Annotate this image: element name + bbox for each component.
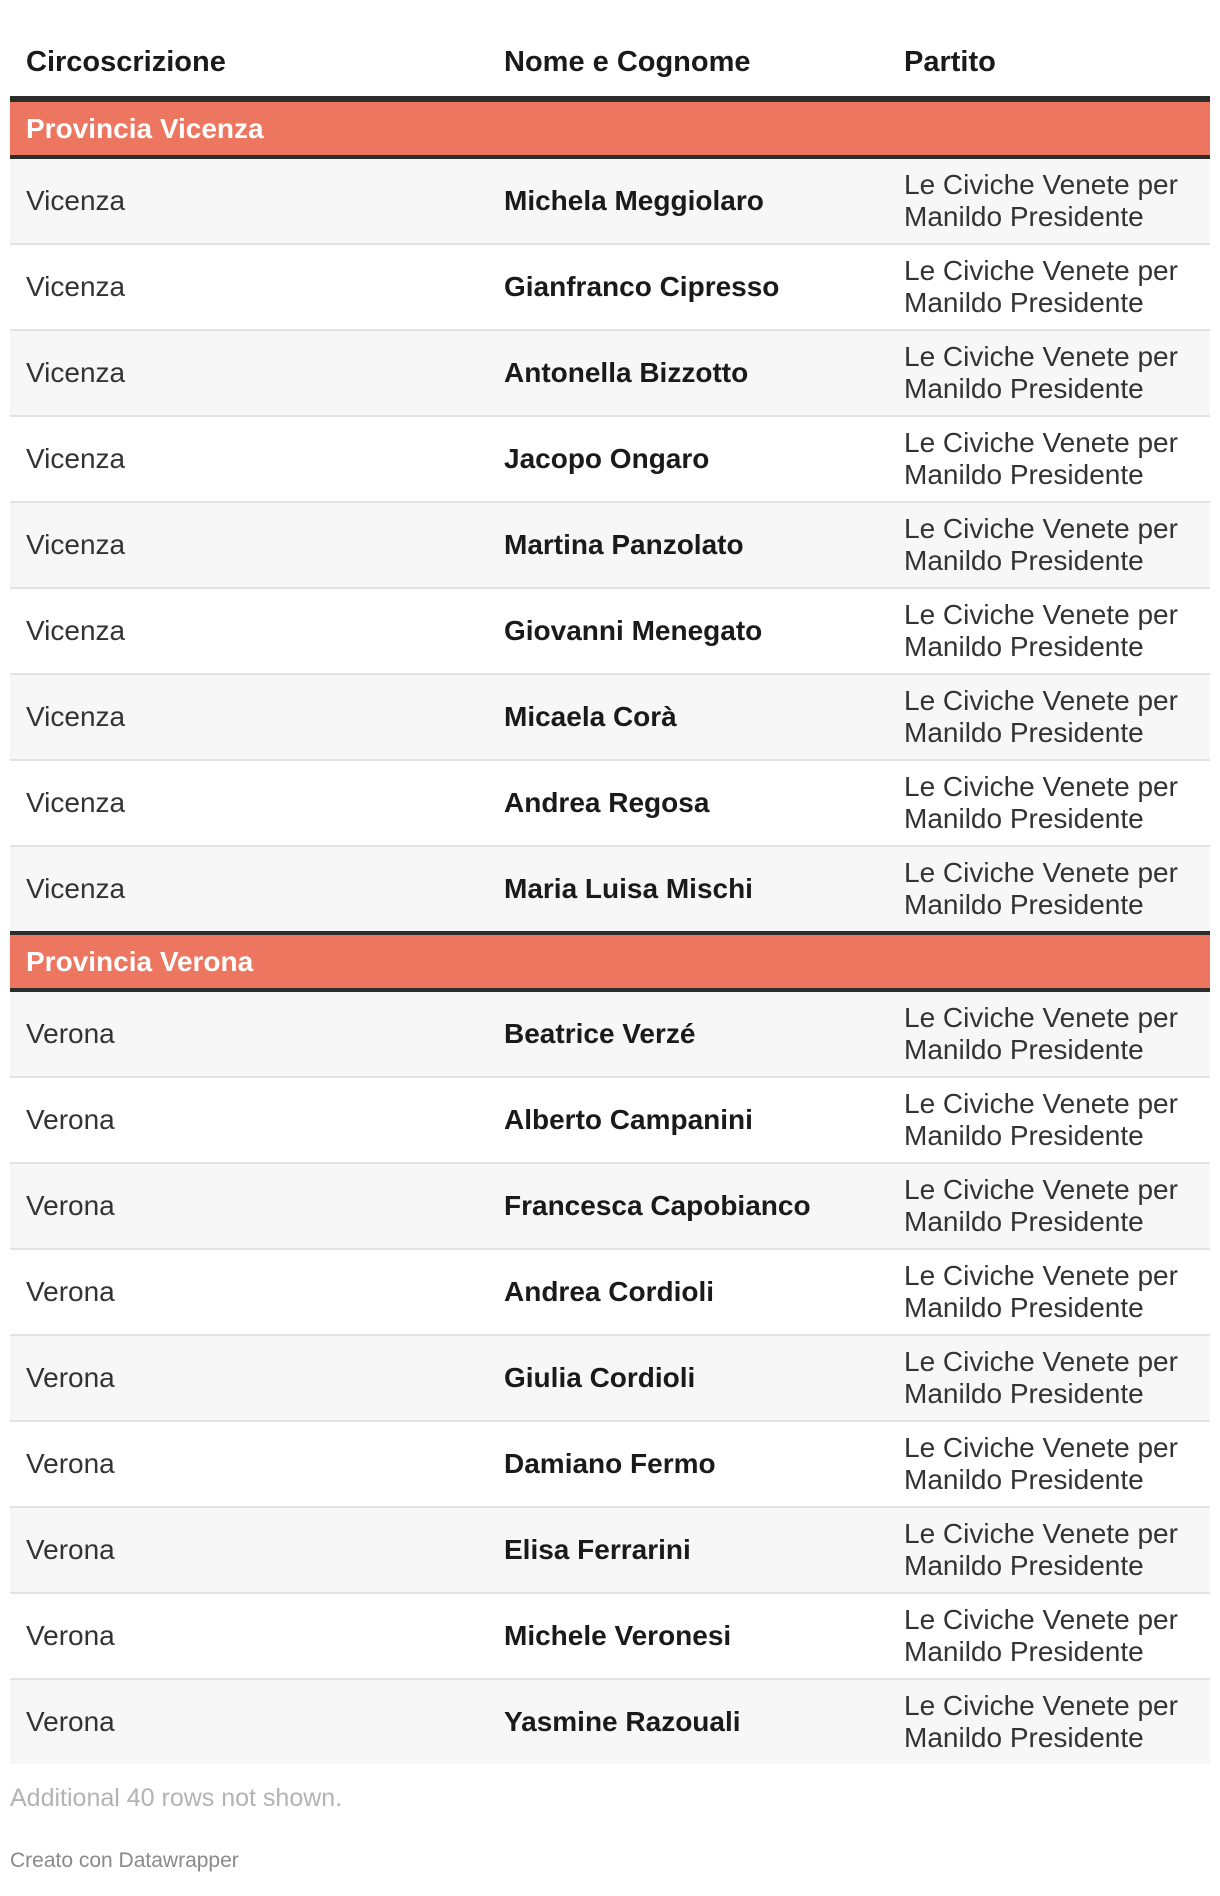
circoscrizione-cell: Verona: [10, 990, 488, 1077]
table-body: [10, 99, 1210, 1764]
nome-cell: Andrea Regosa: [488, 760, 888, 846]
nome-cell: Elisa Ferrarini: [488, 1507, 888, 1593]
partito-cell: Le Civiche Venete per Manildo Presidente: [888, 1507, 1210, 1593]
partito-cell: Le Civiche Venete per Manildo Presidente: [888, 1335, 1210, 1421]
table-row: [10, 1593, 1210, 1679]
group-title: Provincia Vicenza: [10, 99, 1210, 157]
nome-cell: Micaela Corà: [488, 674, 888, 760]
nome-cell: Beatrice Verzé: [488, 990, 888, 1077]
table-row: [10, 416, 1210, 502]
column-header-partito[interactable]: Partito: [888, 28, 1210, 99]
circoscrizione-cell: Verona: [10, 1593, 488, 1679]
partito-cell: Le Civiche Venete per Manildo Presidente: [888, 502, 1210, 588]
table-row: [10, 990, 1210, 1077]
table-row: [10, 760, 1210, 846]
nome-cell: Michela Meggiolaro: [488, 157, 888, 244]
nome-cell: Yasmine Razouali: [488, 1679, 888, 1764]
table-row: [10, 1249, 1210, 1335]
table-row: [10, 1163, 1210, 1249]
table-row: [10, 674, 1210, 760]
nome-cell: Giovanni Menegato: [488, 588, 888, 674]
circoscrizione-cell: Verona: [10, 1163, 488, 1249]
circoscrizione-cell: Verona: [10, 1679, 488, 1764]
table-row: [10, 588, 1210, 674]
partito-cell: Le Civiche Venete per Manildo Presidente: [888, 416, 1210, 502]
column-header-nome-cognome[interactable]: Nome e Cognome: [488, 28, 888, 99]
partito-cell: Le Civiche Venete per Manildo Presidente: [888, 674, 1210, 760]
partito-cell: Le Civiche Venete per Manildo Presidente: [888, 846, 1210, 933]
circoscrizione-cell: Vicenza: [10, 157, 488, 244]
nome-cell: Giulia Cordioli: [488, 1335, 888, 1421]
group-header-row: [10, 99, 1210, 157]
partito-cell: Le Civiche Venete per Manildo Presidente: [888, 244, 1210, 330]
circoscrizione-cell: Verona: [10, 1507, 488, 1593]
table-row: [10, 1077, 1210, 1163]
table-row: [10, 157, 1210, 244]
nome-cell: Francesca Capobianco: [488, 1163, 888, 1249]
circoscrizione-cell: Vicenza: [10, 502, 488, 588]
partito-cell: Le Civiche Venete per Manildo Presidente: [888, 990, 1210, 1077]
table-row: [10, 846, 1210, 933]
circoscrizione-cell: Verona: [10, 1421, 488, 1507]
table-row: [10, 244, 1210, 330]
nome-cell: Maria Luisa Mischi: [488, 846, 888, 933]
table-row: [10, 1421, 1210, 1507]
table-row: [10, 1507, 1210, 1593]
partito-cell: Le Civiche Venete per Manildo Presidente: [888, 1163, 1210, 1249]
table-row: [10, 502, 1210, 588]
circoscrizione-cell: Verona: [10, 1249, 488, 1335]
partito-cell: Le Civiche Venete per Manildo Presidente: [888, 157, 1210, 244]
table-row: [10, 330, 1210, 416]
group-title: Provincia Verona: [10, 933, 1210, 990]
circoscrizione-cell: Vicenza: [10, 674, 488, 760]
nome-cell: Andrea Cordioli: [488, 1249, 888, 1335]
circoscrizione-cell: Vicenza: [10, 846, 488, 933]
partito-cell: Le Civiche Venete per Manildo Presidente: [888, 1679, 1210, 1764]
nome-cell: Gianfranco Cipresso: [488, 244, 888, 330]
datawrapper-credit[interactable]: Creato con Datawrapper: [10, 1849, 239, 1872]
partito-cell: Le Civiche Venete per Manildo Presidente: [888, 1077, 1210, 1163]
rows-not-shown-note: Additional 40 rows not shown.: [10, 1784, 343, 1812]
group-header-row: [10, 933, 1210, 990]
column-header-circoscrizione[interactable]: Circoscrizione: [10, 28, 488, 99]
candidates-table: [10, 28, 1210, 1764]
circoscrizione-cell: Vicenza: [10, 588, 488, 674]
partito-cell: Le Civiche Venete per Manildo Presidente: [888, 1249, 1210, 1335]
nome-cell: Martina Panzolato: [488, 502, 888, 588]
circoscrizione-cell: Verona: [10, 1077, 488, 1163]
partito-cell: Le Civiche Venete per Manildo Presidente: [888, 1421, 1210, 1507]
nome-cell: Michele Veronesi: [488, 1593, 888, 1679]
circoscrizione-cell: Vicenza: [10, 416, 488, 502]
partito-cell: Le Civiche Venete per Manildo Presidente: [888, 588, 1210, 674]
circoscrizione-cell: Vicenza: [10, 244, 488, 330]
partito-cell: Le Civiche Venete per Manildo Presidente: [888, 760, 1210, 846]
table-row: [10, 1679, 1210, 1764]
partito-cell: Le Civiche Venete per Manildo Presidente: [888, 330, 1210, 416]
table-row: [10, 1335, 1210, 1421]
circoscrizione-cell: Verona: [10, 1335, 488, 1421]
nome-cell: Alberto Campanini: [488, 1077, 888, 1163]
circoscrizione-cell: Vicenza: [10, 330, 488, 416]
circoscrizione-cell: Vicenza: [10, 760, 488, 846]
partito-cell: Le Civiche Venete per Manildo Presidente: [888, 1593, 1210, 1679]
nome-cell: Jacopo Ongaro: [488, 416, 888, 502]
nome-cell: Antonella Bizzotto: [488, 330, 888, 416]
nome-cell: Damiano Fermo: [488, 1421, 888, 1507]
table-header: [10, 28, 1210, 99]
